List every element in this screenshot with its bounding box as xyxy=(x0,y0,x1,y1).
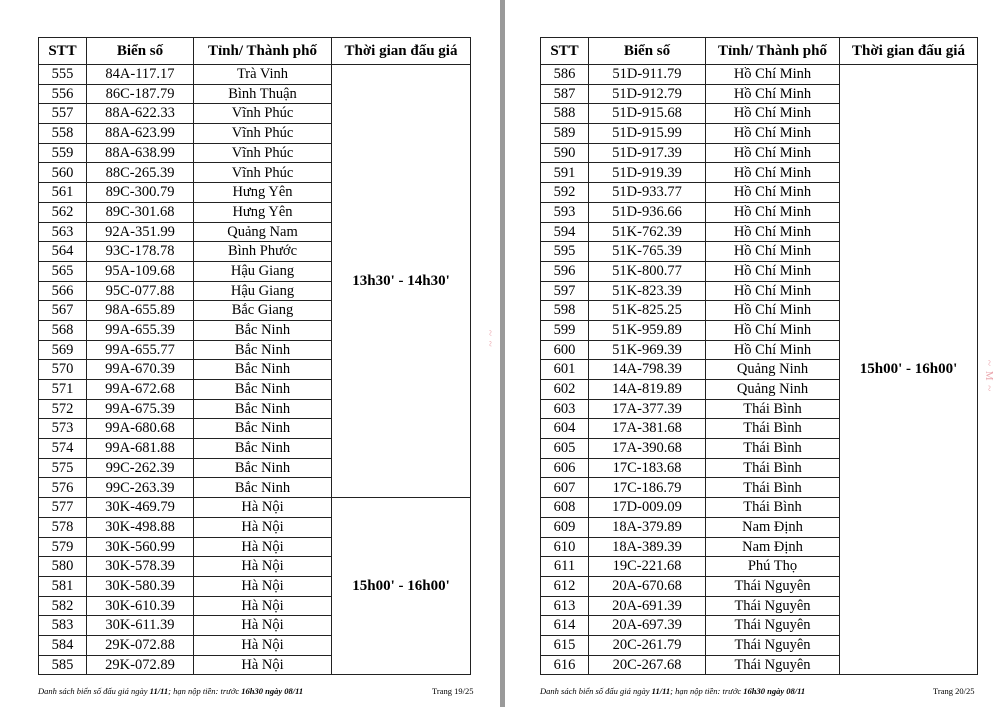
header-time: Thời gian đấu giá xyxy=(840,38,978,65)
stt-cell: 570 xyxy=(39,360,87,380)
province-cell: Bắc Ninh xyxy=(194,320,332,340)
province-cell: Phú Thọ xyxy=(706,557,840,577)
plate-cell: 99A-672.68 xyxy=(87,380,194,400)
province-cell: Thái Bình xyxy=(706,478,840,498)
plate-cell: 51D-919.39 xyxy=(589,163,706,183)
stt-cell: 555 xyxy=(39,65,87,85)
province-cell: Thái Nguyên xyxy=(706,616,840,636)
header-province: Tỉnh/ Thành phố xyxy=(706,38,840,65)
province-cell: Hồ Chí Minh xyxy=(706,183,840,203)
plate-cell: 88A-638.99 xyxy=(87,143,194,163)
province-cell: Hồ Chí Minh xyxy=(706,340,840,360)
plate-cell: 95A-109.68 xyxy=(87,261,194,281)
plate-cell: 17A-377.39 xyxy=(589,399,706,419)
plate-cell: 51D-915.99 xyxy=(589,124,706,144)
province-cell: Quảng Ninh xyxy=(706,380,840,400)
footer-note xyxy=(38,686,303,696)
plate-cell: 18A-379.89 xyxy=(589,517,706,537)
province-cell: Hà Nội xyxy=(194,616,332,636)
plate-cell: 51D-933.77 xyxy=(589,183,706,203)
province-cell: Thái Bình xyxy=(706,439,840,459)
stt-cell: 593 xyxy=(541,202,589,222)
stt-cell: 604 xyxy=(541,419,589,439)
stt-cell: 561 xyxy=(39,183,87,203)
plate-cell: 51K-800.77 xyxy=(589,261,706,281)
province-cell: Hồ Chí Minh xyxy=(706,261,840,281)
plate-cell: 30K-469.79 xyxy=(87,498,194,518)
stt-cell: 565 xyxy=(39,261,87,281)
auction-time-cell: 13h30' - 14h30' xyxy=(332,65,471,498)
province-cell: Hồ Chí Minh xyxy=(706,143,840,163)
plate-cell: 51D-936.66 xyxy=(589,202,706,222)
document-page-right xyxy=(505,0,1000,707)
province-cell: Thái Bình xyxy=(706,419,840,439)
province-cell: Hồ Chí Minh xyxy=(706,320,840,340)
auction-table-left xyxy=(38,37,471,675)
stt-cell: 564 xyxy=(39,242,87,262)
stt-cell: 609 xyxy=(541,517,589,537)
stt-cell: 578 xyxy=(39,517,87,537)
province-cell: Vĩnh Phúc xyxy=(194,143,332,163)
province-cell: Hồ Chí Minh xyxy=(706,301,840,321)
auction-table-right xyxy=(540,37,978,675)
stt-cell: 599 xyxy=(541,320,589,340)
stt-cell: 562 xyxy=(39,202,87,222)
stt-cell: 600 xyxy=(541,340,589,360)
footer-middle: ; hạn nộp tiền: trước xyxy=(168,686,242,696)
province-cell: Vĩnh Phúc xyxy=(194,104,332,124)
plate-cell: 86C-187.79 xyxy=(87,84,194,104)
province-cell: Hà Nội xyxy=(194,517,332,537)
plate-cell: 30K-578.39 xyxy=(87,557,194,577)
stt-cell: 569 xyxy=(39,340,87,360)
stt-cell: 575 xyxy=(39,458,87,478)
stt-cell: 614 xyxy=(541,616,589,636)
stt-cell: 579 xyxy=(39,537,87,557)
stt-cell: 597 xyxy=(541,281,589,301)
plate-cell: 30K-560.99 xyxy=(87,537,194,557)
auction-time-cell: 15h00' - 16h00' xyxy=(332,498,471,675)
table-header-row xyxy=(39,38,471,65)
stt-cell: 605 xyxy=(541,439,589,459)
plate-cell: 98A-655.89 xyxy=(87,301,194,321)
province-cell: Bắc Ninh xyxy=(194,478,332,498)
plate-cell: 99A-675.39 xyxy=(87,399,194,419)
stt-cell: 591 xyxy=(541,163,589,183)
stt-cell: 567 xyxy=(39,301,87,321)
plate-cell: 29K-072.88 xyxy=(87,635,194,655)
province-cell: Vĩnh Phúc xyxy=(194,124,332,144)
plate-cell: 88C-265.39 xyxy=(87,163,194,183)
header-stt: STT xyxy=(39,38,87,65)
stt-cell: 574 xyxy=(39,439,87,459)
plate-cell: 30K-498.88 xyxy=(87,517,194,537)
stt-cell: 580 xyxy=(39,557,87,577)
plate-cell: 51K-825.25 xyxy=(589,301,706,321)
stt-cell: 557 xyxy=(39,104,87,124)
plate-cell: 51D-911.79 xyxy=(589,65,706,85)
plate-cell: 93C-178.78 xyxy=(87,242,194,262)
province-cell: Thái Nguyên xyxy=(706,655,840,675)
stt-cell: 585 xyxy=(39,655,87,675)
footer-date: 11/11 xyxy=(651,686,671,696)
plate-cell: 14A-819.89 xyxy=(589,380,706,400)
stt-cell: 602 xyxy=(541,380,589,400)
province-cell: Hồ Chí Minh xyxy=(706,84,840,104)
province-cell: Hồ Chí Minh xyxy=(706,104,840,124)
plate-cell: 95C-077.88 xyxy=(87,281,194,301)
red-stamp-mark: ~ ~ xyxy=(484,330,496,348)
table-row xyxy=(39,65,471,85)
plate-cell: 84A-117.17 xyxy=(87,65,194,85)
stt-cell: 572 xyxy=(39,399,87,419)
province-cell: Thái Nguyên xyxy=(706,576,840,596)
province-cell: Bắc Giang xyxy=(194,301,332,321)
plate-cell: 89C-300.79 xyxy=(87,183,194,203)
stt-cell: 613 xyxy=(541,596,589,616)
red-stamp-mark: ~ M ~ xyxy=(983,360,995,393)
plate-cell: 88A-623.99 xyxy=(87,124,194,144)
province-cell: Thái Nguyên xyxy=(706,635,840,655)
plate-cell: 99A-680.68 xyxy=(87,419,194,439)
stt-cell: 611 xyxy=(541,557,589,577)
header-plate: Biển số xyxy=(87,38,194,65)
plate-cell: 51K-969.39 xyxy=(589,340,706,360)
stt-cell: 615 xyxy=(541,635,589,655)
stt-cell: 577 xyxy=(39,498,87,518)
stt-cell: 616 xyxy=(541,655,589,675)
plate-cell: 29K-072.89 xyxy=(87,655,194,675)
province-cell: Thái Nguyên xyxy=(706,596,840,616)
stt-cell: 592 xyxy=(541,183,589,203)
stt-cell: 573 xyxy=(39,419,87,439)
plate-cell: 51K-823.39 xyxy=(589,281,706,301)
province-cell: Bắc Ninh xyxy=(194,360,332,380)
province-cell: Hà Nội xyxy=(194,576,332,596)
province-cell: Hồ Chí Minh xyxy=(706,163,840,183)
province-cell: Bắc Ninh xyxy=(194,399,332,419)
plate-cell: 92A-351.99 xyxy=(87,222,194,242)
province-cell: Bắc Ninh xyxy=(194,458,332,478)
plate-cell: 51D-912.79 xyxy=(589,84,706,104)
stt-cell: 603 xyxy=(541,399,589,419)
province-cell: Thái Bình xyxy=(706,399,840,419)
province-cell: Hưng Yên xyxy=(194,202,332,222)
province-cell: Hà Nội xyxy=(194,557,332,577)
stt-cell: 568 xyxy=(39,320,87,340)
province-cell: Hồ Chí Minh xyxy=(706,202,840,222)
footer-deadline: 16h30 ngày 08/11 xyxy=(241,686,304,696)
province-cell: Quảng Ninh xyxy=(706,360,840,380)
footer-note xyxy=(540,686,805,696)
stt-cell: 607 xyxy=(541,478,589,498)
stt-cell: 559 xyxy=(39,143,87,163)
stt-cell: 563 xyxy=(39,222,87,242)
plate-cell: 51D-915.68 xyxy=(589,104,706,124)
province-cell: Nam Định xyxy=(706,517,840,537)
header-stt: STT xyxy=(541,38,589,65)
stt-cell: 586 xyxy=(541,65,589,85)
stt-cell: 584 xyxy=(39,635,87,655)
table-header-row xyxy=(541,38,978,65)
province-cell: Hồ Chí Minh xyxy=(706,124,840,144)
province-cell: Hồ Chí Minh xyxy=(706,65,840,85)
province-cell: Hồ Chí Minh xyxy=(706,242,840,262)
stt-cell: 598 xyxy=(541,301,589,321)
header-province: Tỉnh/ Thành phố xyxy=(194,38,332,65)
province-cell: Thái Bình xyxy=(706,498,840,518)
stt-cell: 566 xyxy=(39,281,87,301)
footer-middle: ; hạn nộp tiền: trước xyxy=(670,686,744,696)
plate-cell: 17A-381.68 xyxy=(589,419,706,439)
stt-cell: 594 xyxy=(541,222,589,242)
footer-prefix: Danh sách biển số đấu giá ngày xyxy=(540,686,652,696)
plate-cell: 14A-798.39 xyxy=(589,360,706,380)
plate-cell: 20A-670.68 xyxy=(589,576,706,596)
province-cell: Hưng Yên xyxy=(194,183,332,203)
plate-cell: 99C-263.39 xyxy=(87,478,194,498)
province-cell: Bình Phước xyxy=(194,242,332,262)
province-cell: Hậu Giang xyxy=(194,261,332,281)
footer-date: 11/11 xyxy=(149,686,169,696)
province-cell: Hà Nội xyxy=(194,498,332,518)
stt-cell: 588 xyxy=(541,104,589,124)
plate-cell: 17D-009.09 xyxy=(589,498,706,518)
province-cell: Hồ Chí Minh xyxy=(706,281,840,301)
plate-cell: 18A-389.39 xyxy=(589,537,706,557)
province-cell: Thái Bình xyxy=(706,458,840,478)
plate-cell: 99A-655.77 xyxy=(87,340,194,360)
plate-cell: 51K-765.39 xyxy=(589,242,706,262)
stt-cell: 606 xyxy=(541,458,589,478)
page-number: Trang 20/25 xyxy=(933,686,975,696)
stt-cell: 576 xyxy=(39,478,87,498)
province-cell: Quảng Nam xyxy=(194,222,332,242)
stt-cell: 612 xyxy=(541,576,589,596)
province-cell: Bắc Ninh xyxy=(194,380,332,400)
plate-cell: 89C-301.68 xyxy=(87,202,194,222)
province-cell: Hà Nội xyxy=(194,537,332,557)
footer-prefix: Danh sách biển số đấu giá ngày xyxy=(38,686,150,696)
stt-cell: 596 xyxy=(541,261,589,281)
plate-cell: 51K-762.39 xyxy=(589,222,706,242)
stt-cell: 571 xyxy=(39,380,87,400)
province-cell: Bắc Ninh xyxy=(194,340,332,360)
stt-cell: 556 xyxy=(39,84,87,104)
plate-cell: 51K-959.89 xyxy=(589,320,706,340)
plate-cell: 99A-655.39 xyxy=(87,320,194,340)
province-cell: Hà Nội xyxy=(194,596,332,616)
plate-cell: 17C-183.68 xyxy=(589,458,706,478)
stt-cell: 587 xyxy=(541,84,589,104)
province-cell: Hà Nội xyxy=(194,655,332,675)
stt-cell: 558 xyxy=(39,124,87,144)
province-cell: Trà Vinh xyxy=(194,65,332,85)
plate-cell: 88A-622.33 xyxy=(87,104,194,124)
stt-cell: 610 xyxy=(541,537,589,557)
header-plate: Biển số xyxy=(589,38,706,65)
plate-cell: 51D-917.39 xyxy=(589,143,706,163)
plate-cell: 99A-670.39 xyxy=(87,360,194,380)
plate-cell: 20A-691.39 xyxy=(589,596,706,616)
province-cell: Hồ Chí Minh xyxy=(706,222,840,242)
stt-cell: 560 xyxy=(39,163,87,183)
plate-cell: 20C-267.68 xyxy=(589,655,706,675)
plate-cell: 17A-390.68 xyxy=(589,439,706,459)
stt-cell: 582 xyxy=(39,596,87,616)
stt-cell: 589 xyxy=(541,124,589,144)
table-row xyxy=(39,498,471,518)
plate-cell: 30K-580.39 xyxy=(87,576,194,596)
stt-cell: 583 xyxy=(39,616,87,636)
page-number: Trang 19/25 xyxy=(432,686,474,696)
stt-cell: 581 xyxy=(39,576,87,596)
province-cell: Vĩnh Phúc xyxy=(194,163,332,183)
plate-cell: 20A-697.39 xyxy=(589,616,706,636)
province-cell: Bắc Ninh xyxy=(194,439,332,459)
auction-time-cell: 15h00' - 16h00' xyxy=(840,65,978,675)
province-cell: Nam Định xyxy=(706,537,840,557)
table-row xyxy=(541,65,978,85)
stt-cell: 608 xyxy=(541,498,589,518)
province-cell: Bình Thuận xyxy=(194,84,332,104)
plate-cell: 30K-610.39 xyxy=(87,596,194,616)
plate-cell: 20C-261.79 xyxy=(589,635,706,655)
footer-deadline: 16h30 ngày 08/11 xyxy=(743,686,806,696)
stt-cell: 595 xyxy=(541,242,589,262)
stt-cell: 590 xyxy=(541,143,589,163)
plate-cell: 99C-262.39 xyxy=(87,458,194,478)
plate-cell: 17C-186.79 xyxy=(589,478,706,498)
header-time: Thời gian đấu giá xyxy=(332,38,471,65)
plate-cell: 30K-611.39 xyxy=(87,616,194,636)
plate-cell: 19C-221.68 xyxy=(589,557,706,577)
plate-cell: 99A-681.88 xyxy=(87,439,194,459)
stt-cell: 601 xyxy=(541,360,589,380)
province-cell: Hậu Giang xyxy=(194,281,332,301)
province-cell: Bắc Ninh xyxy=(194,419,332,439)
province-cell: Hà Nội xyxy=(194,635,332,655)
